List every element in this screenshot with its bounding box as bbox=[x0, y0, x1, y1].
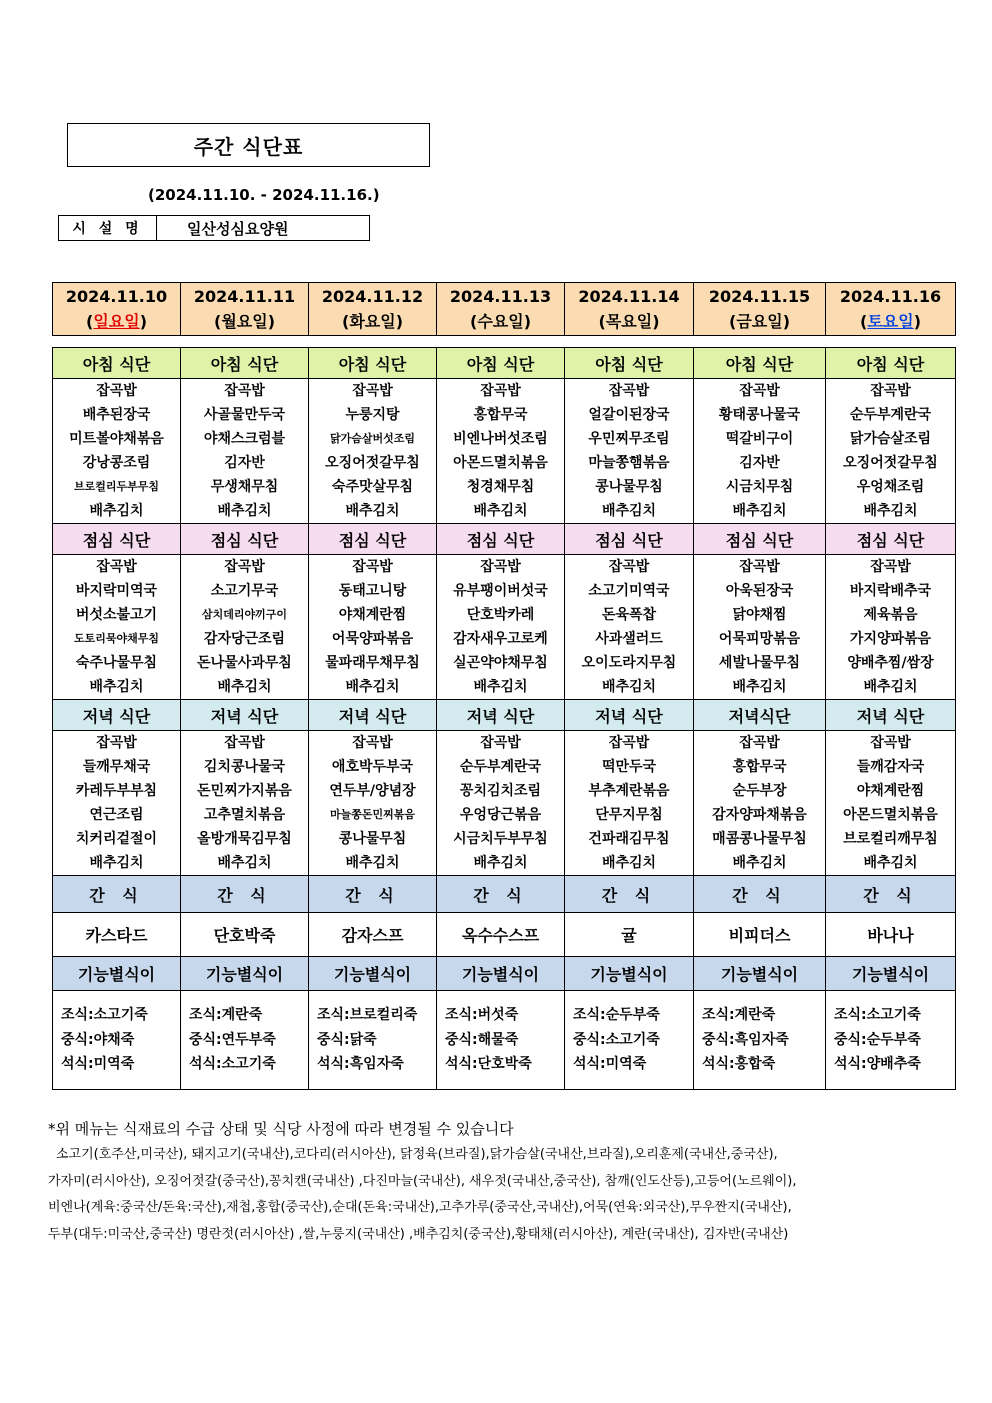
breakfast-item: 닭가슴살버섯조림 bbox=[329, 432, 415, 445]
breakfast-cell bbox=[437, 379, 565, 524]
dinner-item: 치커리겉절이 bbox=[75, 831, 158, 847]
functional-diet-item: 중식:연두부죽 bbox=[189, 1031, 276, 1048]
breakfast-item: 배추김치 bbox=[217, 503, 272, 519]
dinner-item: 배추김치 bbox=[473, 855, 528, 871]
functional-diet-header: 기능별식이 bbox=[309, 957, 437, 991]
breakfast-item: 브로컬리두부무침 bbox=[73, 480, 159, 493]
dinner-item: 배추김치 bbox=[89, 855, 144, 871]
breakfast-item: 콩나물무침 bbox=[595, 479, 663, 495]
lunch-cell bbox=[309, 555, 437, 700]
lunch-item: 실곤약야채무침 bbox=[453, 655, 548, 671]
snack-cell: 단호박죽 bbox=[181, 913, 309, 957]
lunch-item: 바지락배추국 bbox=[849, 583, 932, 599]
functional-diet-item: 석식:미역죽 bbox=[573, 1056, 647, 1073]
breakfast-item: 오징어젓갈무침 bbox=[325, 455, 420, 471]
day-weekday: (화요일) bbox=[342, 312, 403, 331]
breakfast-header: 아침 식단 bbox=[309, 348, 437, 379]
breakfast-item: 아몬드멸치볶음 bbox=[453, 455, 548, 471]
breakfast-cell bbox=[826, 379, 956, 524]
functional-diet-item: 조식:소고기죽 bbox=[834, 1007, 921, 1024]
dinner-item: 카레두부부침 bbox=[75, 783, 158, 799]
lunch-item: 동태고니탕 bbox=[338, 583, 407, 599]
lunch-item: 닭야채찜 bbox=[732, 607, 787, 623]
breakfast-item: 누룽지탕 bbox=[345, 407, 400, 423]
breakfast-item: 닭가슴살조림 bbox=[849, 431, 932, 447]
functional-diet-item: 조식:버섯죽 bbox=[445, 1007, 519, 1024]
menu-table bbox=[52, 347, 956, 1090]
lunch-item: 양배추찜/쌈장 bbox=[847, 655, 934, 671]
facility-box bbox=[58, 215, 370, 241]
weekday-name: 목요일 bbox=[605, 312, 653, 331]
lunch-item: 잡곡밥 bbox=[96, 559, 137, 575]
lunch-item: 잡곡밥 bbox=[480, 559, 521, 575]
breakfast-item: 배추된장국 bbox=[82, 407, 151, 423]
lunch-header: 점심 식단 bbox=[565, 524, 694, 555]
snack-header: 간 식 bbox=[694, 876, 826, 913]
lunch-item: 소고기무국 bbox=[210, 583, 279, 599]
lunch-item: 바지락미역국 bbox=[75, 583, 158, 599]
functional-diet-item: 조식:소고기죽 bbox=[61, 1007, 148, 1024]
lunch-item: 잡곡밥 bbox=[352, 559, 393, 575]
origin-line: 비엔나(계육:중국산/돈육:국산),재첩,홍합(중국산),순대(돈육:국내산),고추가루(중국산,국내산),어묵(연육:외국산),무우짠지(국내산), bbox=[48, 1200, 792, 1215]
functional-diet-item: 중식:닭죽 bbox=[317, 1031, 377, 1048]
dinner-item: 들깨무채국 bbox=[82, 759, 151, 775]
breakfast-cell bbox=[53, 379, 181, 524]
day-date: 2024.11.15 bbox=[708, 287, 811, 306]
snack-cell: 비피더스 bbox=[694, 913, 826, 957]
breakfast-item: 홍합무국 bbox=[473, 407, 528, 423]
date-range: (2024.11.10. - 2024.11.16.) bbox=[148, 186, 380, 204]
dinner-cell bbox=[309, 731, 437, 876]
dinner-item: 들깨감자국 bbox=[856, 759, 925, 775]
breakfast-item: 사골물만두국 bbox=[203, 407, 286, 423]
day-weekday: (월요일) bbox=[214, 312, 275, 331]
dinner-item: 꽁치김치조림 bbox=[459, 783, 542, 799]
dinner-item: 잡곡밥 bbox=[224, 735, 265, 751]
day-weekday: (금요일) bbox=[729, 312, 790, 331]
lunch-item: 잡곡밥 bbox=[224, 559, 265, 575]
functional-diet-header: 기능별식이 bbox=[694, 957, 826, 991]
breakfast-item: 잡곡밥 bbox=[608, 383, 650, 399]
functional-diet-item: 석식:홍합죽 bbox=[702, 1056, 776, 1073]
lunch-item: 배추김치 bbox=[345, 679, 400, 695]
lunch-item: 감자새우고로케 bbox=[453, 631, 548, 647]
lunch-item: 잡곡밥 bbox=[608, 559, 650, 575]
breakfast-item: 숙주맛살무침 bbox=[331, 479, 414, 495]
weekday-name: 일요일 bbox=[93, 312, 140, 331]
dinner-item: 김치콩나물국 bbox=[203, 759, 286, 775]
day-header-cell bbox=[694, 283, 826, 336]
lunch-item: 어묵피망볶음 bbox=[718, 631, 801, 647]
lunch-item: 배추김치 bbox=[217, 679, 272, 695]
weekday-name: 월요일 bbox=[221, 312, 268, 331]
dinner-item: 올방개묵김무침 bbox=[197, 831, 292, 847]
dinner-item: 연두부/양념장 bbox=[329, 783, 416, 799]
lunch-item: 잡곡밥 bbox=[739, 559, 780, 575]
day-header-cell bbox=[826, 283, 956, 336]
lunch-item: 아욱된장국 bbox=[725, 583, 794, 599]
functional-diet-item: 석식:흑임자죽 bbox=[317, 1056, 404, 1073]
dinner-item: 잡곡밥 bbox=[96, 735, 137, 751]
lunch-cell bbox=[53, 555, 181, 700]
page-title: 주간 식단표 bbox=[67, 123, 430, 167]
breakfast-item: 배추김치 bbox=[473, 503, 528, 519]
breakfast-item: 배추김치 bbox=[863, 503, 918, 519]
lunch-item: 숙주나물무침 bbox=[75, 655, 158, 671]
functional-diet-item: 중식:야채죽 bbox=[61, 1031, 135, 1048]
breakfast-item: 청경채무침 bbox=[466, 479, 535, 495]
dinner-header: 저녁 식단 bbox=[309, 700, 437, 731]
lunch-item: 도토리묵야채무침 bbox=[73, 632, 159, 645]
breakfast-header: 아침 식단 bbox=[565, 348, 694, 379]
notes-section bbox=[48, 1116, 958, 1248]
lunch-item: 사과샐러드 bbox=[595, 631, 663, 647]
functional-diet-item: 조식:계란죽 bbox=[702, 1007, 776, 1024]
breakfast-item: 얼갈이된장국 bbox=[588, 407, 670, 423]
lunch-cell bbox=[437, 555, 565, 700]
breakfast-item: 배추김치 bbox=[345, 503, 400, 519]
snack-cell: 카스타드 bbox=[53, 913, 181, 957]
lunch-item: 배추김치 bbox=[732, 679, 787, 695]
lunch-item: 단호박카레 bbox=[466, 607, 535, 623]
dinner-item: 콩나물무침 bbox=[338, 831, 407, 847]
dinner-cell bbox=[181, 731, 309, 876]
dinner-cell bbox=[437, 731, 565, 876]
lunch-item: 잡곡밥 bbox=[870, 559, 911, 575]
dinner-item: 애호박두부국 bbox=[331, 759, 414, 775]
dinner-item: 배추김치 bbox=[345, 855, 400, 871]
breakfast-item: 김자반 bbox=[739, 455, 780, 471]
lunch-cell bbox=[826, 555, 956, 700]
dinner-header: 저녁 식단 bbox=[565, 700, 694, 731]
lunch-item: 돈나물사과무침 bbox=[197, 655, 292, 671]
lunch-cell bbox=[181, 555, 309, 700]
dinner-header: 저녁식단 bbox=[694, 700, 826, 731]
day-date: 2024.11.12 bbox=[321, 287, 424, 306]
dinner-item: 야채계란찜 bbox=[856, 783, 925, 799]
functional-diet-item: 중식:해물죽 bbox=[445, 1031, 519, 1048]
day-weekday: (수요일) bbox=[470, 312, 531, 331]
day-weekday: (토요일) bbox=[860, 312, 921, 331]
snack-header: 간 식 bbox=[181, 876, 309, 913]
functional-diet-header: 기능별식이 bbox=[181, 957, 309, 991]
functional-diet-item: 조식:계란죽 bbox=[189, 1007, 263, 1024]
lunch-item: 제육볶음 bbox=[863, 607, 918, 623]
breakfast-item: 잡곡밥 bbox=[739, 383, 780, 399]
dinner-item: 떡만두국 bbox=[601, 759, 657, 775]
functional-diet-header: 기능별식이 bbox=[437, 957, 565, 991]
breakfast-header: 아침 식단 bbox=[694, 348, 826, 379]
lunch-item: 오이도라지무침 bbox=[581, 655, 677, 671]
breakfast-item: 잡곡밥 bbox=[352, 383, 393, 399]
dinner-item: 홍합무국 bbox=[732, 759, 787, 775]
dinner-item: 잡곡밥 bbox=[352, 735, 393, 751]
dinner-item: 마늘쫑돈민찌볶음 bbox=[329, 808, 415, 821]
functional-diet-cell bbox=[309, 991, 437, 1090]
weekday-name: 토요일 bbox=[867, 312, 914, 331]
breakfast-item: 강낭콩조림 bbox=[82, 455, 151, 471]
breakfast-item: 우민찌무조림 bbox=[588, 431, 670, 447]
lunch-item: 어묵양파볶음 bbox=[331, 631, 414, 647]
breakfast-cell bbox=[694, 379, 826, 524]
breakfast-item: 김자반 bbox=[224, 455, 265, 471]
dinner-item: 잡곡밥 bbox=[870, 735, 911, 751]
dinner-item: 배추김치 bbox=[217, 855, 272, 871]
dinner-item: 잡곡밥 bbox=[480, 735, 521, 751]
dinner-item: 건파래김무침 bbox=[588, 831, 670, 847]
notes-heading: *위 메뉴는 식재료의 수급 상태 및 식당 사정에 따라 변경될 수 있습니다 bbox=[48, 1120, 514, 1138]
snack-cell: 감자스프 bbox=[309, 913, 437, 957]
functional-diet-item: 중식:소고기죽 bbox=[573, 1031, 660, 1048]
snack-header: 간 식 bbox=[53, 876, 181, 913]
dinner-item: 순두부장 bbox=[732, 783, 787, 799]
snack-cell: 바나나 bbox=[826, 913, 956, 957]
day-date: 2024.11.14 bbox=[578, 287, 680, 306]
lunch-item: 삼치데리야끼구이 bbox=[201, 608, 287, 621]
day-date: 2024.11.10 bbox=[65, 287, 168, 306]
dinner-item: 잡곡밥 bbox=[739, 735, 780, 751]
functional-diet-cell bbox=[53, 991, 181, 1090]
dinner-header: 저녁 식단 bbox=[53, 700, 181, 731]
breakfast-item: 시금치무침 bbox=[725, 479, 794, 495]
dinner-item: 아몬드멸치볶음 bbox=[843, 807, 938, 823]
breakfast-header: 아침 식단 bbox=[826, 348, 956, 379]
facility-label: 시 설 명 bbox=[59, 216, 157, 240]
date-header-table bbox=[52, 282, 956, 336]
facility-name: 일산성심요양원 bbox=[187, 219, 289, 238]
dinner-cell bbox=[53, 731, 181, 876]
breakfast-item: 잡곡밥 bbox=[480, 383, 521, 399]
lunch-item: 야채계란찜 bbox=[338, 607, 407, 623]
breakfast-item: 순두부계란국 bbox=[849, 407, 932, 423]
lunch-header: 점심 식단 bbox=[826, 524, 956, 555]
snack-cell: 귤 bbox=[565, 913, 694, 957]
dinner-item: 단무지무침 bbox=[595, 807, 663, 823]
breakfast-header: 아침 식단 bbox=[181, 348, 309, 379]
snack-cell: 옥수수스프 bbox=[437, 913, 565, 957]
dinner-item: 잡곡밥 bbox=[608, 735, 650, 751]
functional-diet-cell bbox=[826, 991, 956, 1090]
dinner-cell bbox=[694, 731, 826, 876]
day-date: 2024.11.11 bbox=[193, 287, 296, 306]
breakfast-item: 무생채무침 bbox=[210, 479, 279, 495]
weekday-name: 수요일 bbox=[477, 312, 524, 331]
lunch-item: 배추김치 bbox=[473, 679, 528, 695]
lunch-item: 유부팽이버섯국 bbox=[453, 583, 548, 599]
functional-diet-item: 조식:순두부죽 bbox=[573, 1007, 660, 1024]
lunch-item: 배추김치 bbox=[601, 679, 657, 695]
breakfast-item: 잡곡밥 bbox=[224, 383, 265, 399]
dinner-item: 배추김치 bbox=[732, 855, 787, 871]
dinner-cell bbox=[826, 731, 956, 876]
lunch-item: 배추김치 bbox=[863, 679, 918, 695]
day-header-cell bbox=[181, 283, 309, 336]
lunch-item: 배추김치 bbox=[89, 679, 144, 695]
lunch-header: 점심 식단 bbox=[437, 524, 565, 555]
lunch-item: 세발나물무침 bbox=[718, 655, 801, 671]
day-header-cell bbox=[565, 283, 694, 336]
functional-diet-header: 기능별식이 bbox=[565, 957, 694, 991]
breakfast-item: 떡갈비구이 bbox=[725, 431, 794, 447]
breakfast-item: 미트볼야채볶음 bbox=[69, 431, 164, 447]
breakfast-cell bbox=[309, 379, 437, 524]
dinner-item: 배추김치 bbox=[863, 855, 918, 871]
dinner-item: 배추김치 bbox=[601, 855, 657, 871]
functional-diet-cell bbox=[437, 991, 565, 1090]
dinner-item: 브로컬리깨무침 bbox=[843, 831, 938, 847]
day-weekday: (목요일) bbox=[598, 312, 660, 331]
functional-diet-item: 중식:순두부죽 bbox=[834, 1031, 921, 1048]
functional-diet-item: 석식:양배추죽 bbox=[834, 1056, 921, 1073]
functional-diet-header: 기능별식이 bbox=[53, 957, 181, 991]
origin-line: 가자미(러시아산), 오징어젓갈(중국산),꽁치캔(국내산) ,다진마늘(국내산), 새우젓(국내산,중국산), 참깨(인도산등),고등어(노르웨이), bbox=[48, 1173, 797, 1189]
lunch-cell bbox=[565, 555, 694, 700]
breakfast-item: 배추김치 bbox=[601, 503, 657, 519]
dinner-header: 저녁 식단 bbox=[437, 700, 565, 731]
lunch-header: 점심 식단 bbox=[694, 524, 826, 555]
day-header-cell bbox=[437, 283, 565, 336]
lunch-header: 점심 식단 bbox=[309, 524, 437, 555]
lunch-item: 감자당근조림 bbox=[203, 631, 286, 647]
lunch-item: 물파래무채무침 bbox=[325, 655, 420, 671]
day-weekday: (일요일) bbox=[86, 312, 147, 331]
snack-header: 간 식 bbox=[309, 876, 437, 913]
functional-diet-item: 조식:브로컬리죽 bbox=[317, 1007, 418, 1024]
day-date: 2024.11.16 bbox=[839, 287, 942, 306]
breakfast-item: 잡곡밥 bbox=[96, 383, 137, 399]
breakfast-item: 오징어젓갈무침 bbox=[843, 455, 938, 471]
functional-diet-item: 석식:단호박죽 bbox=[445, 1056, 532, 1073]
lunch-item: 버섯소불고기 bbox=[75, 607, 158, 623]
dinner-item: 우엉당근볶음 bbox=[459, 807, 542, 823]
origin-line: 소고기(호주산,미국산), 돼지고기(국내산),코다리(러시아산), 닭정육(브라질),닭가슴살(국내산,브라질),오리훈제(국내산,중국산), bbox=[56, 1147, 778, 1162]
snack-header: 간 식 bbox=[826, 876, 956, 913]
functional-diet-item: 중식:흑임자죽 bbox=[702, 1031, 789, 1048]
dinner-item: 고추멸치볶음 bbox=[203, 807, 286, 823]
weekday-name: 화요일 bbox=[349, 312, 396, 331]
breakfast-header: 아침 식단 bbox=[437, 348, 565, 379]
functional-diet-item: 석식:미역죽 bbox=[61, 1056, 135, 1073]
dinner-item: 시금치두부무침 bbox=[453, 831, 548, 847]
breakfast-cell bbox=[565, 379, 694, 524]
breakfast-item: 마늘쫑햄볶음 bbox=[588, 455, 670, 471]
day-header-cell bbox=[309, 283, 437, 336]
dinner-header: 저녁 식단 bbox=[181, 700, 309, 731]
dinner-item: 연근조림 bbox=[89, 807, 144, 823]
lunch-header: 점심 식단 bbox=[181, 524, 309, 555]
dinner-item: 순두부계란국 bbox=[459, 759, 542, 775]
functional-diet-cell bbox=[181, 991, 309, 1090]
functional-diet-cell bbox=[565, 991, 694, 1090]
lunch-item: 소고기미역국 bbox=[588, 583, 670, 599]
breakfast-item: 잡곡밥 bbox=[870, 383, 911, 399]
dinner-item: 부추계란볶음 bbox=[588, 783, 670, 799]
dinner-item: 감자양파채볶음 bbox=[712, 807, 807, 823]
origin-line: 두부(대두:미국산,중국산) 명란젓(러시아산) ,쌀,누룽지(국내산) ,배추김치(중국산),황태채(러시아산), 계란(국내산), 김자반(국내산) bbox=[48, 1226, 789, 1242]
dinner-item: 돈민찌가지볶음 bbox=[197, 783, 292, 799]
lunch-item: 가지양파볶음 bbox=[849, 631, 932, 647]
functional-diet-header: 기능별식이 bbox=[826, 957, 956, 991]
breakfast-item: 황태콩나물국 bbox=[718, 407, 801, 423]
lunch-item: 돈육폭찹 bbox=[601, 607, 657, 623]
weekday-name: 금요일 bbox=[736, 312, 783, 331]
breakfast-item: 배추김치 bbox=[732, 503, 787, 519]
functional-diet-cell bbox=[694, 991, 826, 1090]
day-date: 2024.11.13 bbox=[449, 287, 552, 306]
day-header-cell bbox=[53, 283, 181, 336]
breakfast-item: 배추김치 bbox=[89, 503, 144, 519]
breakfast-header: 아침 식단 bbox=[53, 348, 181, 379]
snack-header: 간 식 bbox=[565, 876, 694, 913]
lunch-header: 점심 식단 bbox=[53, 524, 181, 555]
breakfast-item: 우엉채조림 bbox=[856, 479, 925, 495]
snack-header: 간 식 bbox=[437, 876, 565, 913]
breakfast-item: 비엔나버섯조림 bbox=[453, 431, 548, 447]
lunch-cell bbox=[694, 555, 826, 700]
breakfast-item: 야채스크럼블 bbox=[203, 431, 286, 447]
breakfast-cell bbox=[181, 379, 309, 524]
dinner-cell bbox=[565, 731, 694, 876]
dinner-item: 매콤콩나물무침 bbox=[712, 831, 807, 847]
dinner-header: 저녁 식단 bbox=[826, 700, 956, 731]
functional-diet-item: 석식:소고기죽 bbox=[189, 1056, 276, 1073]
